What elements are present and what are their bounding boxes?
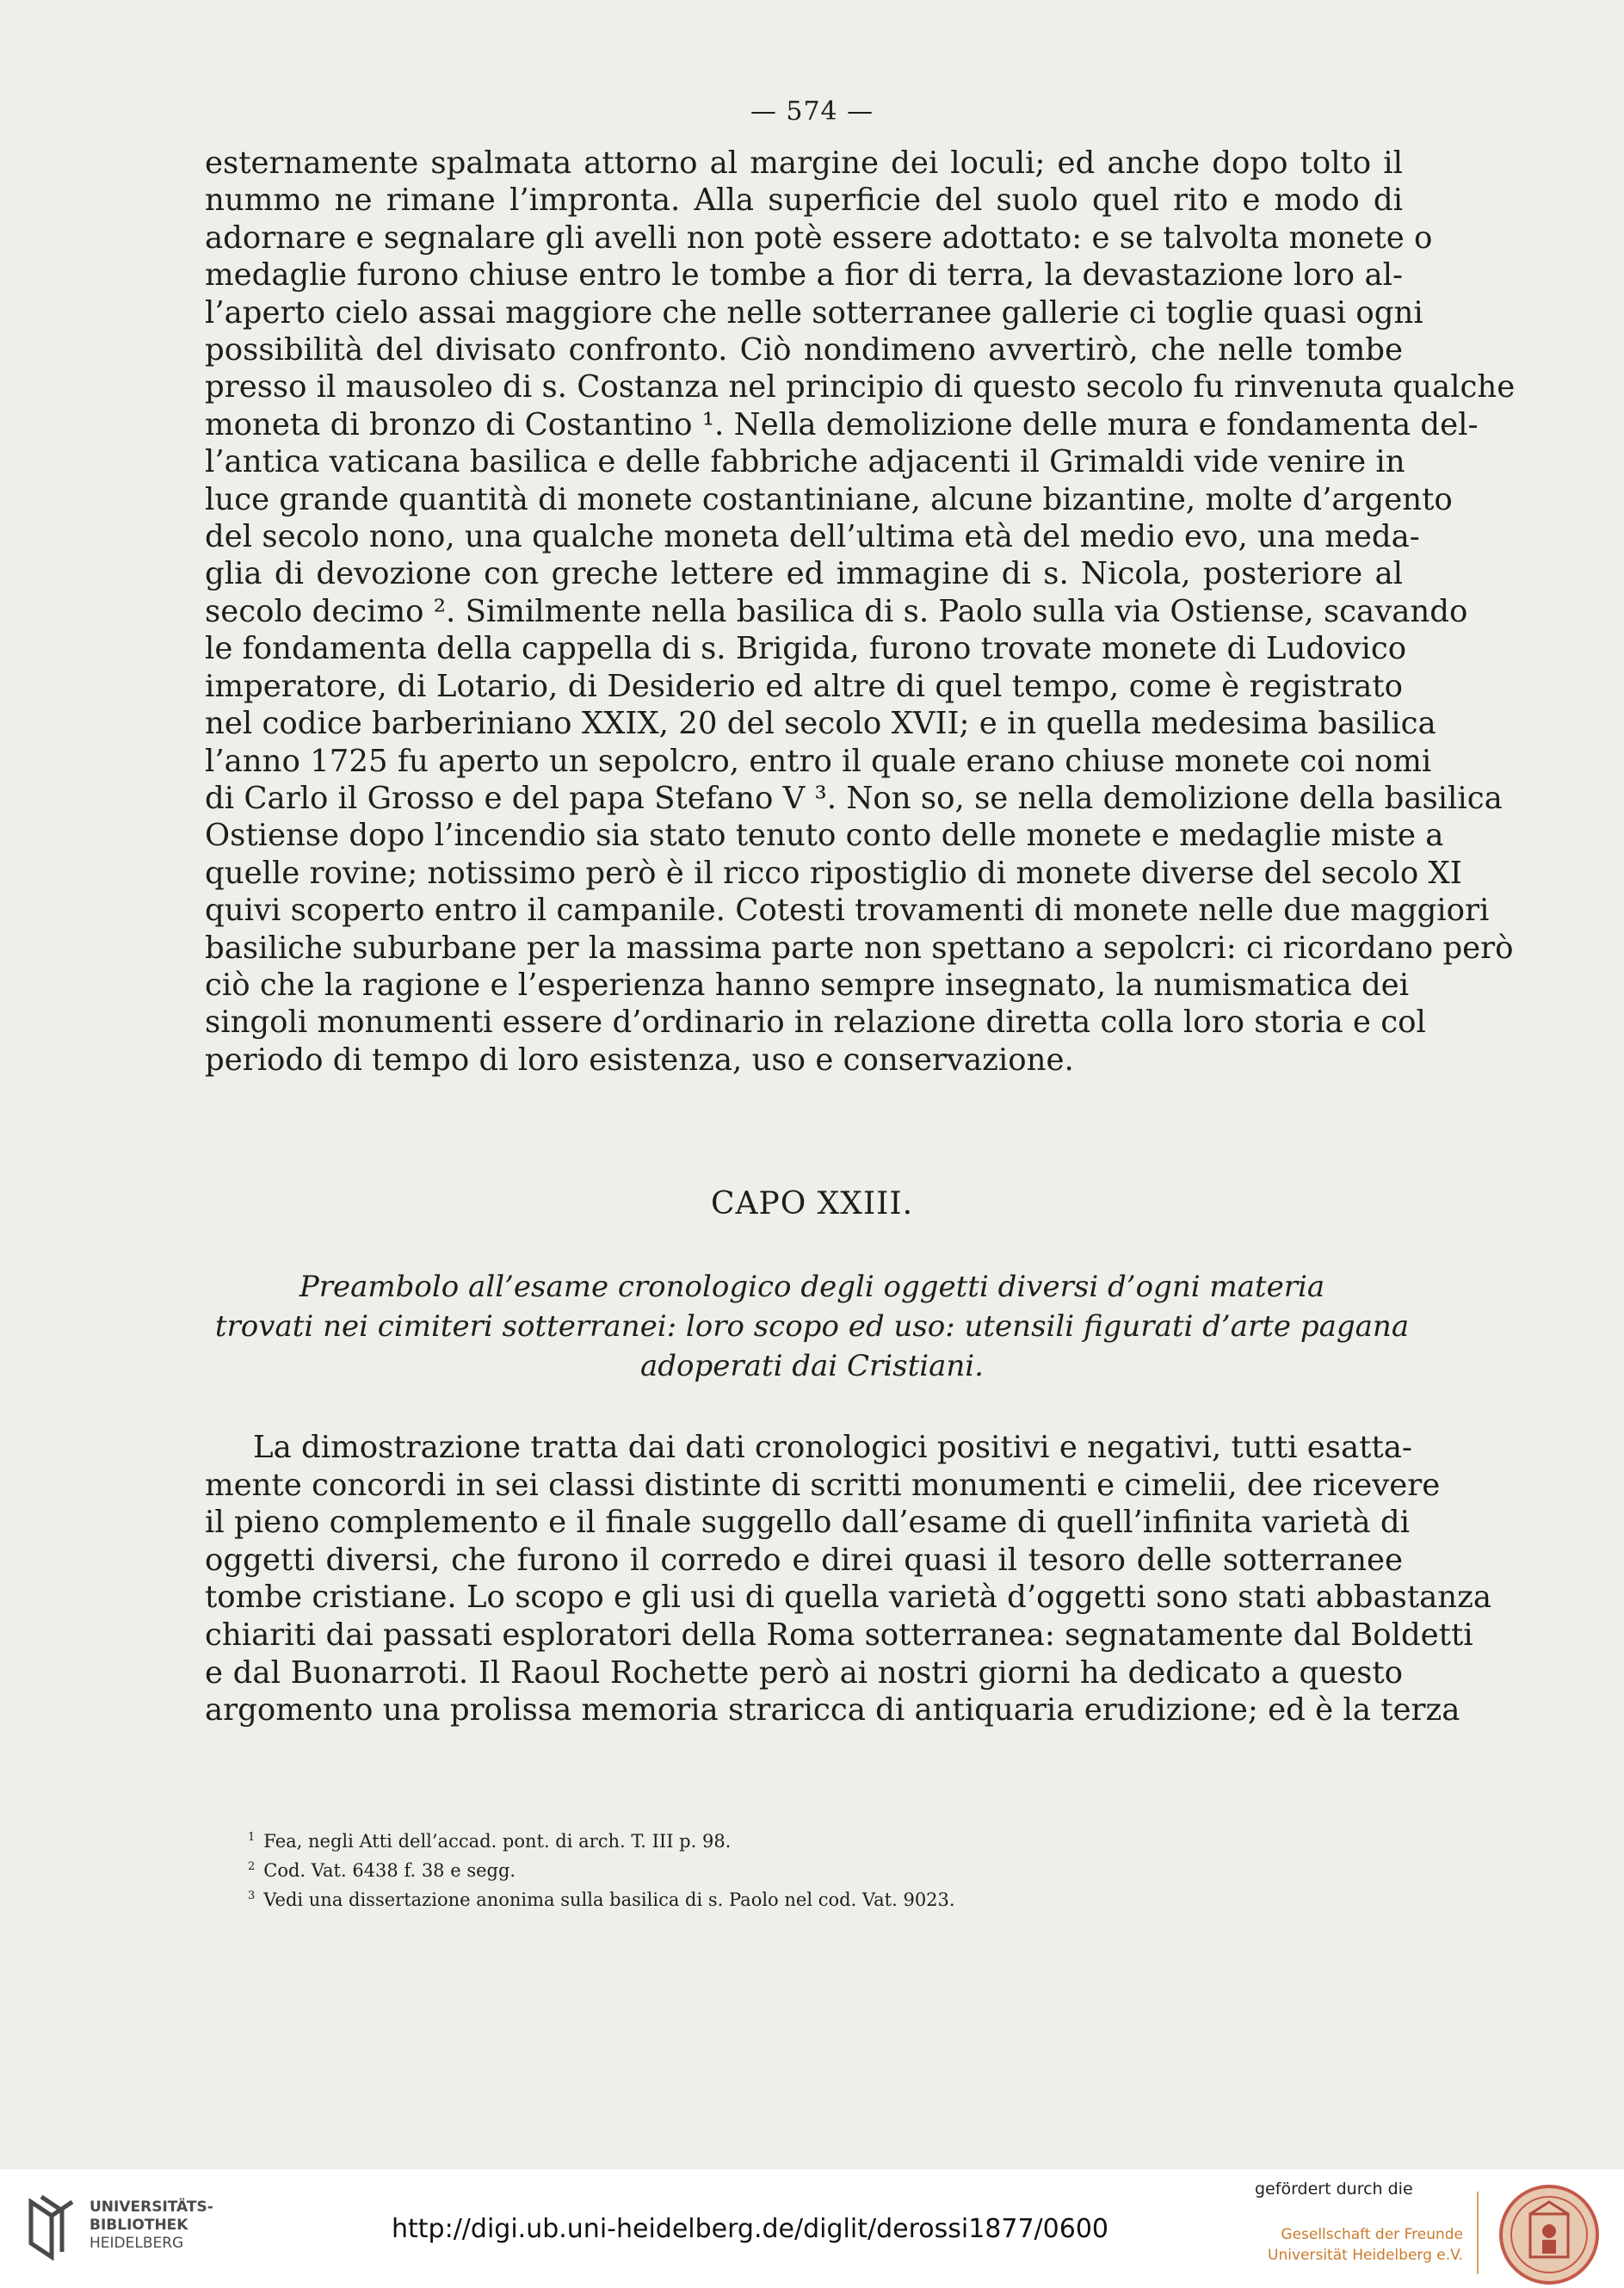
main-paragraph <box>205 145 1516 1079</box>
society-name: Gesellschaft der Freunde Universität Heidelberg e.V. <box>1268 2226 1463 2264</box>
page-number-header: — 574 — <box>750 96 874 127</box>
text-line: secolo decimo ². Similmente nella basilica di s. Paolo sulla via Ostiense, scavando <box>205 593 1468 629</box>
text-line: chiariti dai passati esploratori della Roma sotterranea: segnatamente dal Boldetti <box>205 1617 1473 1653</box>
chapter-paragraph <box>205 1429 1492 1729</box>
text-line: le fondamenta della cappella di s. Brigida, furono trovate monete di Ludovico <box>205 631 1407 667</box>
text-line: Ostiense dopo l’incendio sia stato tenuto conto delle monete e medaglie miste a <box>205 818 1444 854</box>
text-line: tombe cristiane. Lo scopo e gli usi di quella varietà d’oggetti sono stati abbastanza <box>205 1580 1492 1616</box>
footnote: $^1$ Fea, negli Atti dell’accad. pont. di arch. T. III p. 98. <box>248 1831 732 1852</box>
text-line: l’antica vaticana basilica e delle fabbriche adjacenti il Grimaldi vide venire in <box>205 444 1405 480</box>
university-library-name: UNIVERSITÄTS- BIBLIOTHEK HEIDELBERG <box>90 2198 213 2252</box>
text-line: moneta di bronzo di Costantino ¹. Nella demolizione delle mura e fondamenta del- <box>205 406 1479 442</box>
text-line: del secolo nono, una qualche moneta dell’ultima età del medio evo, una meda- <box>205 519 1420 555</box>
text-line: possibilità del divisato confronto. Ciò nondimeno avvertirò, che nelle tombe <box>205 332 1403 368</box>
subtitle-line: Preambolo all’esame cronologico degli oggetti diversi d’ogni materia <box>299 1270 1325 1304</box>
subtitle-line: adoperati dai Cristiani. <box>640 1349 984 1383</box>
text-line: di Carlo il Grosso e del papa Stefano V ³. Non so, se nella demolizione della basilica <box>205 780 1503 816</box>
text-line: esternamente spalmata attorno al margine dei loculi; ed anche dopo tolto il <box>205 145 1403 181</box>
text-line: adornare e segnalare gli avelli non potè essere adottato: e se talvolta monete o <box>205 220 1433 256</box>
text-line: medaglie furono chiuse entro le tombe a fior di terra, la devastazione loro al- <box>205 257 1403 294</box>
text-line: il pieno complemento e il finale suggello dall’esame di quell’infinita varietà di <box>205 1505 1410 1541</box>
text-line: singoli monumenti essere d’ordinario in relazione diretta colla loro storia e col <box>205 1005 1426 1041</box>
university-library-logo-icon <box>26 2193 79 2260</box>
text-line: presso il mausoleo di s. Costanza nel principio di questo secolo fu rinvenuta qualche <box>205 369 1516 405</box>
text-line: imperatore, di Lotario, di Desiderio ed altre di quel tempo, come è registrato <box>205 668 1403 704</box>
chapter-subtitle <box>0 1267 1624 1386</box>
text-line: nummo ne rimane l’impronta. Alla superficie del suolo quel rito e modo di <box>205 182 1403 219</box>
footnotes <box>248 1825 955 1913</box>
text-line: ciò che la ragione e l’esperienza hanno sempre insegnato, la numismatica dei <box>205 967 1410 1003</box>
text-line: mente concordi in sei classi distinte di scritti monumenti e cimelii, dee ricevere <box>205 1467 1441 1503</box>
text-line: luce grande quantità di monete costantiniane, alcune bizantine, molte d’argento <box>205 481 1453 517</box>
text-line: quelle rovine; notissimo però è il ricco ripostiglio di monete diverse del secolo XI <box>205 855 1462 891</box>
text-line: l’anno 1725 fu aperto un sepolcro, entro il quale erano chiuse monete coi nomi <box>205 743 1432 779</box>
footer-divider <box>1477 2192 1479 2274</box>
footnote: $^2$ Cod. Vat. 6438 f. 38 e segg. <box>248 1860 516 1881</box>
text-line: oggetti diversi, che furono il corredo e direi quasi il tesoro delle sotterranee <box>205 1542 1403 1578</box>
text-line: e dal Buonarroti. Il Raoul Rochette però ai nostri giorni ha dedicato a questo <box>205 1654 1403 1691</box>
footer-bar <box>0 2169 1624 2288</box>
text-line: argomento una prolissa memoria straricca di antiquaria erudizione; ed è la terza <box>205 1692 1460 1728</box>
text-line: quivi scoperto entro il campanile. Cotesti trovamenti di monete nelle due maggiori <box>205 893 1490 929</box>
university-seal-icon <box>1497 2183 1601 2286</box>
text-line: basiliche suburbane per la massima parte non spettano a sepolcri: ci ricordano però <box>205 930 1514 966</box>
text-line: glia di devozione con greche lettere ed immagine di s. Nicola, posteriore al <box>205 556 1403 592</box>
subtitle-line: trovati nei cimiteri sotterranei: loro scopo ed uso: utensili figurati d’arte pagana <box>214 1309 1410 1344</box>
permalink-url[interactable]: http://digi.ub.uni-heidelberg.de/diglit/derossi1877/0600 <box>392 2214 1108 2244</box>
text-line: l’aperto cielo assai maggiore che nelle sotterranee gallerie ci toglie quasi ogni <box>205 294 1423 331</box>
text-line: La dimostrazione tratta dai dati cronologici positivi e negativi, tutti esatta- <box>253 1430 1412 1465</box>
text-line: nel codice barberiniano XXIX, 20 del secolo XVII; e in quella medesima basilica <box>205 706 1436 742</box>
chapter-title: CAPO XXIII. <box>710 1186 914 1221</box>
footnote: $^3$ Vedi una dissertazione anonima sulla basilica di s. Paolo nel cod. Vat. 9023. <box>248 1889 955 1910</box>
funded-by-label: gefördert durch die <box>1255 2180 1413 2198</box>
text-line: periodo di tempo di loro esistenza, uso e conservazione. <box>205 1042 1074 1078</box>
